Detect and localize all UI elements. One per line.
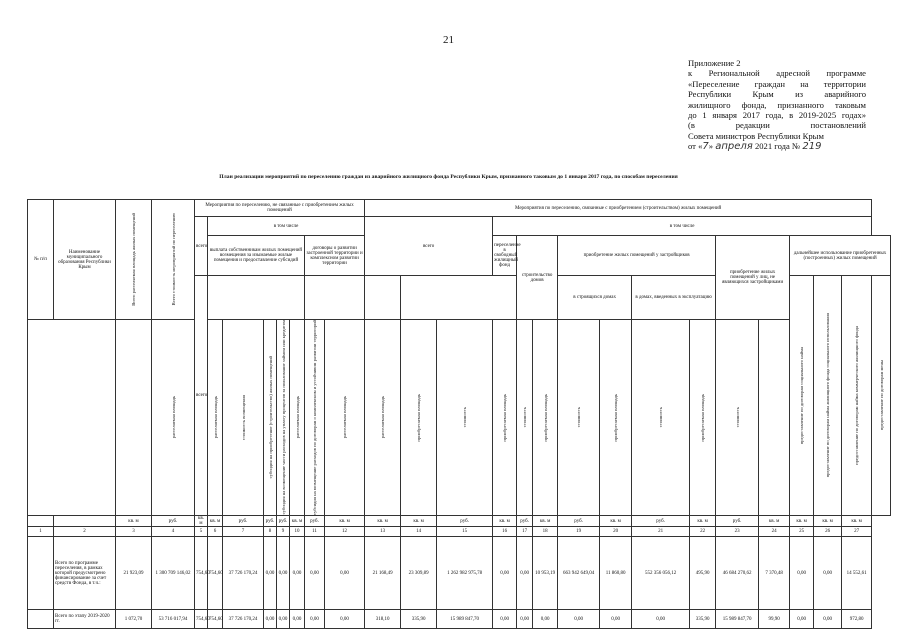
hdr-col5: расселяемая площадь <box>152 320 195 516</box>
header-buyout: выплата собственникам жилых помещений возмещения за изымаемые жилые помещения и предоставление субсидий <box>208 236 305 276</box>
column-number: 7 <box>223 527 264 537</box>
table-row <box>28 537 891 610</box>
table-cell: 7 370,48 <box>759 537 790 610</box>
header-total-a-sub: всего <box>195 276 208 516</box>
hdr-col12: расселяемая площадь <box>325 320 365 516</box>
table-row <box>28 610 891 629</box>
hdr-col6: расселяемая площадь <box>208 320 223 516</box>
table-cell: 0,00 <box>558 610 600 629</box>
table-cell: 37 726 170,24 <box>223 537 264 610</box>
hdr-col14: приобретаемая площадь <box>401 320 437 516</box>
table-cell: 0,00 <box>264 537 277 610</box>
table-cell: 754,60 <box>208 537 223 610</box>
table-cell: 0,00 <box>790 537 814 610</box>
appendix-line: жилищного фонда, признанного таковым <box>688 99 866 110</box>
table-cell: 972,80 <box>842 610 872 629</box>
header-group-b: Мероприятия по переселению, связанные с приобретением (строительством) жилых помещений <box>365 200 872 217</box>
table-cell: 0,00 <box>814 537 842 610</box>
plan-title: План реализации мероприятий по переселению граждан из аварийного жилищного фонда Республики Крым, признанного таковым до 1 января 2017 года, по способам переселения <box>219 174 678 180</box>
handwritten-month: апреля <box>715 141 753 153</box>
hdr-col13: расселяемая площадь <box>365 320 401 516</box>
column-number: 5 <box>195 527 208 537</box>
table-cell: 1 300 709 146,02 <box>152 537 195 610</box>
table-cell: 754,60 <box>208 610 223 629</box>
header-including-a: в том числе <box>208 217 365 236</box>
table-cell: 15 989 847,70 <box>716 610 759 629</box>
row-label-cell: Всего по этапу 2019-2020 гг. <box>54 610 116 629</box>
header-blank <box>305 276 365 320</box>
table-cell: 0,00 <box>325 537 365 610</box>
appendix-line: (в редакции постановлений <box>688 120 866 131</box>
table-cell: 495,90 <box>690 537 716 610</box>
column-number: 24 <box>759 527 790 537</box>
table-cell: 0,00 <box>305 537 325 610</box>
header-total-cost: Всего стоимость мероприятий по переселению <box>152 200 195 320</box>
header-blank <box>401 276 517 320</box>
column-number: 13 <box>365 527 401 537</box>
table-cell: 335,90 <box>401 610 437 629</box>
column-numbers-row <box>28 527 891 537</box>
header-commercial: предоставление по договорам найма коммерческого жилищного фонда <box>842 276 872 516</box>
table-cell: 21 168,49 <box>365 537 401 610</box>
column-number: 21 <box>632 527 690 537</box>
header-completed: в домах, введенных в эксплуатацию <box>632 276 716 320</box>
header-blank <box>116 320 152 516</box>
header-free-fund: переселение в свободный жилищный фонд <box>493 236 517 276</box>
column-number: 23 <box>716 527 759 537</box>
table-cell: 0,00 <box>517 537 533 610</box>
hdr-col11: субсидия на возмещение расходов по договорам о комплексном и устойчивом развитии территорий <box>305 320 325 516</box>
table-cell: 46 684 270,62 <box>716 537 759 610</box>
hdr-col18: приобретаемая площадь <box>533 320 558 516</box>
hdr-col17: стоимость <box>517 320 533 516</box>
hdr-col7: стоимость возмещения <box>223 320 264 516</box>
table-cell: 99,90 <box>759 610 790 629</box>
column-number: 3 <box>116 527 152 537</box>
table-cell: 0,00 <box>600 610 632 629</box>
hdr-col22: приобретаемая площадь <box>690 320 716 516</box>
header-exchange: предоставление по договорам мены <box>872 276 891 516</box>
table-cell: 0,00 <box>277 537 290 610</box>
header-name: Наименование муниципального образования Республики Крым <box>54 200 116 320</box>
table-cell: 53 716 017,94 <box>152 610 195 629</box>
column-number: 10 <box>290 527 305 537</box>
column-number: 11 <box>305 527 325 537</box>
table-cell: 318,10 <box>365 610 401 629</box>
table-cell: 10 953,19 <box>533 537 558 610</box>
header-total-area: Всего расселяемая площадь жилых помещений <box>116 200 152 320</box>
table-cell: 0,00 <box>814 610 842 629</box>
column-number: 27 <box>842 527 872 537</box>
hdr-col23: стоимость <box>716 320 759 516</box>
hdr-col21: стоимость <box>632 320 690 516</box>
page-number: 21 <box>443 34 454 46</box>
resettlement-plan-table <box>27 199 891 629</box>
column-number: 4 <box>152 527 195 537</box>
hdr-col9: субсидия на возмещение части расходов на уплату процентов за пользование займом или кредитом <box>277 320 290 516</box>
table-cell <box>28 537 54 610</box>
table-cell: 0,00 <box>277 610 290 629</box>
appendix-line: к Региональной адресной программе <box>688 68 866 79</box>
table-cell: 0,00 <box>632 610 690 629</box>
header-purchase-dev: приобретение жилых помещений у застройщиков <box>558 236 716 276</box>
handwritten-day: 7 <box>702 141 709 153</box>
column-number: 8 <box>264 527 277 537</box>
header-maneuver: предоставление по договорам найма жилищного фонда социального использования <box>814 276 842 516</box>
column-number: 18 <box>533 527 558 537</box>
table-cell: 754,60 <box>195 610 208 629</box>
header-blank <box>365 276 401 320</box>
row-label-cell: Всего по программе переселения, в рамках которой предусмотрено финансирование за счет средств Фонда, в т.ч.: <box>54 537 116 610</box>
header-total-a: всего <box>195 217 208 276</box>
table-cell: 1 262 982 975,78 <box>437 537 493 610</box>
table-cell: 0,00 <box>290 537 305 610</box>
appendix-line: Республики Крым из аварийного <box>688 89 866 100</box>
header-construction: строительство домов <box>517 236 558 320</box>
table-cell: 335,90 <box>690 610 716 629</box>
header-dev-contracts: договоры о развитии застроенной территории и комплексном развитии территории <box>305 236 365 276</box>
table-cell: 21 923,09 <box>116 537 152 610</box>
hdr-col15: стоимость <box>437 320 493 516</box>
table-cell: 0,00 <box>264 610 277 629</box>
table-cell: 754,60 <box>195 537 208 610</box>
handwritten-number: 219 <box>802 141 822 153</box>
appendix-line: «Переселение граждан на территории <box>688 78 866 89</box>
header-total-b: всего <box>365 217 493 276</box>
table-cell: 0,00 <box>790 610 814 629</box>
appendix-date-line: от «7» апреля 2021 года № 219 <box>688 141 822 153</box>
column-number: 14 <box>401 527 437 537</box>
column-number: 9 <box>277 527 290 537</box>
hdr-col20: приобретаемая площадь <box>600 320 632 516</box>
table-cell: 11 860,80 <box>600 537 632 610</box>
header-including-b: в том числе <box>493 217 872 236</box>
table-cell: 0,00 <box>305 610 325 629</box>
hdr-col19: стоимость <box>558 320 600 516</box>
header-group-a: Мероприятия по переселению, не связанные с приобретением жилых помещений <box>195 200 365 217</box>
table-cell: 0,00 <box>493 537 517 610</box>
column-number: 16 <box>493 527 517 537</box>
header-further-use: дальнейшее использование приобретенных (построенных) жилых помещений <box>790 236 891 276</box>
table-cell: 0,00 <box>517 610 533 629</box>
table-cell: 15 989 847,70 <box>437 610 493 629</box>
column-number: 20 <box>600 527 632 537</box>
table-cell: 0,00 <box>493 610 517 629</box>
header-under-construction: в строящихся домах <box>558 276 632 320</box>
header-social: предоставление по договорам социального найма <box>790 276 814 516</box>
table-cell: 14 552,61 <box>842 537 872 610</box>
column-number: 19 <box>558 527 600 537</box>
appendix-line: до 1 января 2017 года, в 2019-2025 годах» <box>688 110 866 121</box>
column-number: 6 <box>208 527 223 537</box>
units-row: кв. м руб. кв. м кв. м руб. руб. руб. кв. м руб. кв. м кв. м кв. м руб. кв. м руб. кв. м руб. кв. м руб. кв. м руб. кв. м кв. м кв. м кв. м <box>28 516 891 527</box>
table-cell: 23 309,89 <box>401 537 437 610</box>
column-number: 17 <box>517 527 533 537</box>
header-blank <box>208 276 305 320</box>
column-number: 1 <box>28 527 54 537</box>
table-cell <box>28 610 54 629</box>
appendix-block <box>688 58 866 153</box>
hdr-col10: расселяемая площадь <box>290 320 305 516</box>
appendix-line: Приложение 2 <box>688 58 741 68</box>
table-cell: 37 726 170,24 <box>223 610 264 629</box>
hdr-col8: субсидия на приобретение (строительство) жилых помещений <box>264 320 277 516</box>
hdr-col16: приобретаемая площадь <box>493 320 517 516</box>
table-cell: 0,00 <box>290 610 305 629</box>
header-blank <box>28 320 116 516</box>
column-number: 22 <box>690 527 716 537</box>
table-cell: 1 072,70 <box>116 610 152 629</box>
table-cell: 552 356 056,12 <box>632 537 690 610</box>
column-number: 15 <box>437 527 493 537</box>
column-number: 12 <box>325 527 365 537</box>
column-number: 26 <box>814 527 842 537</box>
appendix-line: Совета министров Республики Крым <box>688 130 824 141</box>
column-number: 25 <box>790 527 814 537</box>
table-cell: 663 942 649,04 <box>558 537 600 610</box>
column-number: 2 <box>54 527 116 537</box>
header-purchase-nondev: приобретение жилых помещений у лиц, не являющихся застройщиками <box>716 236 790 320</box>
table-cell: 0,00 <box>533 610 558 629</box>
header-no: № п/п <box>28 200 54 320</box>
table-cell: 0,00 <box>325 610 365 629</box>
